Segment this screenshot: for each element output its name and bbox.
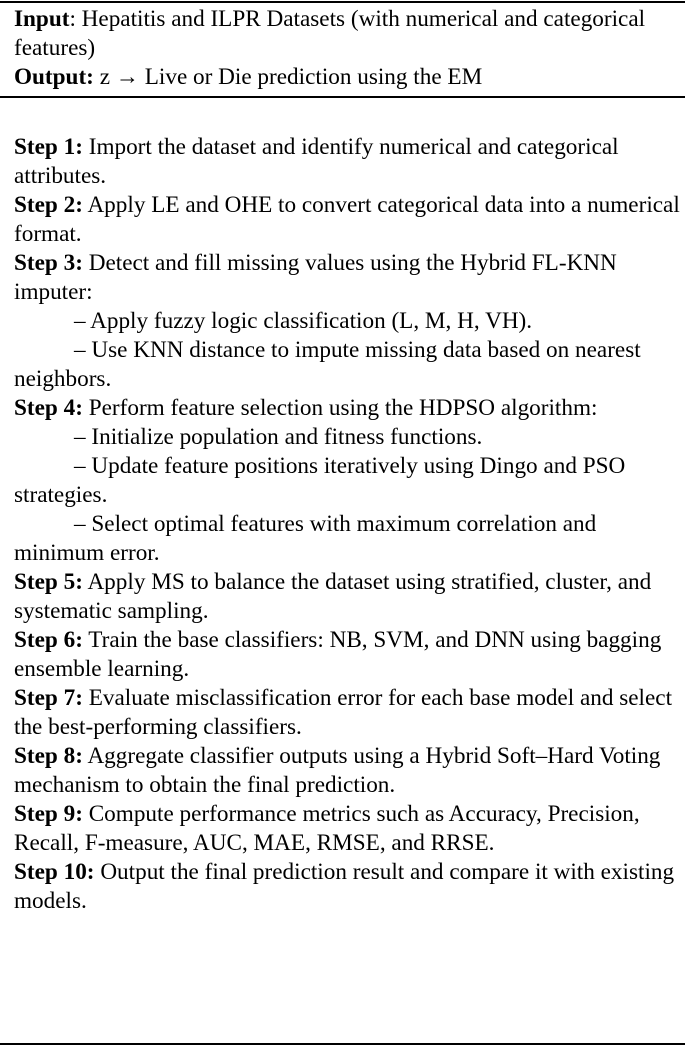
step-3-sub-2: – Use KNN distance to impute missing data based on nearest neighbors.	[14, 337, 641, 392]
step-3-sub-1: – Apply fuzzy logic classification (L, M, H, VH).	[74, 308, 533, 334]
step-2	[14, 191, 682, 249]
step-label: Step 5:	[14, 569, 83, 595]
step-text: Detect and fill missing values using the Hybrid FL-KNN imputer:	[14, 250, 617, 305]
step-text: Evaluate misclassification error for each base model and select the best-performing classifiers.	[14, 685, 673, 740]
step-label: Step 9:	[14, 801, 83, 827]
step-label: Step 10:	[14, 859, 95, 885]
step-5	[14, 568, 682, 626]
step-label: Step 6:	[14, 627, 83, 653]
step-label: Step 3:	[14, 250, 83, 276]
step-text: Apply MS to balance the dataset using stratified, cluster, and systematic sampling.	[14, 569, 652, 624]
step-1	[14, 133, 682, 191]
step-label: Step 2:	[14, 192, 83, 218]
step-4-sub-3: – Select optimal features with maximum correlation and minimum error.	[14, 511, 597, 566]
step-label: Step 1:	[14, 134, 83, 160]
step-text: Aggregate classifier outputs using a Hybrid Soft–Hard Voting mechanism to obtain the final prediction.	[14, 743, 661, 798]
steps-list	[14, 133, 682, 916]
input-text: : Hepatitis and ILPR Datasets (with numerical and categorical features)	[14, 6, 646, 61]
step-4-sub-2: – Update feature positions iteratively using Dingo and PSO strategies.	[14, 453, 626, 508]
step-text: Output the final prediction result and compare it with existing models.	[14, 859, 675, 914]
output-label: Output:	[14, 64, 94, 90]
step-4-sub-1: – Initialize population and fitness functions.	[74, 424, 483, 450]
step-text: Train the base classifiers: NB, SVM, and DNN using bagging ensemble learning.	[14, 627, 662, 682]
output-text: z → Live or Die prediction using the EM	[93, 64, 483, 90]
step-9	[14, 800, 682, 858]
input-label: Input	[14, 6, 70, 32]
step-6	[14, 626, 682, 684]
input-line	[14, 5, 679, 63]
step-4	[14, 394, 682, 423]
step-label: Step 8:	[14, 743, 83, 769]
output-line	[14, 63, 679, 92]
step-text: Import the dataset and identify numerical and categorical attributes.	[14, 134, 619, 189]
step-10	[14, 858, 682, 916]
step-text: Apply LE and OHE to convert categorical data into a numerical format.	[14, 192, 680, 247]
step-label: Step 7:	[14, 685, 83, 711]
step-8	[14, 742, 682, 800]
step-label: Step 4:	[14, 395, 83, 421]
step-7	[14, 684, 682, 742]
bottom-rule	[0, 1043, 685, 1045]
step-text: Perform feature selection using the HDPSO algorithm:	[82, 395, 598, 421]
top-rule	[0, 1, 685, 3]
step-text: Compute performance metrics such as Accuracy, Precision, Recall, F-measure, AUC, MAE, RMSE, and RRSE.	[14, 801, 640, 856]
step-3	[14, 249, 682, 307]
algorithm-header	[14, 5, 679, 92]
header-rule	[0, 96, 685, 98]
